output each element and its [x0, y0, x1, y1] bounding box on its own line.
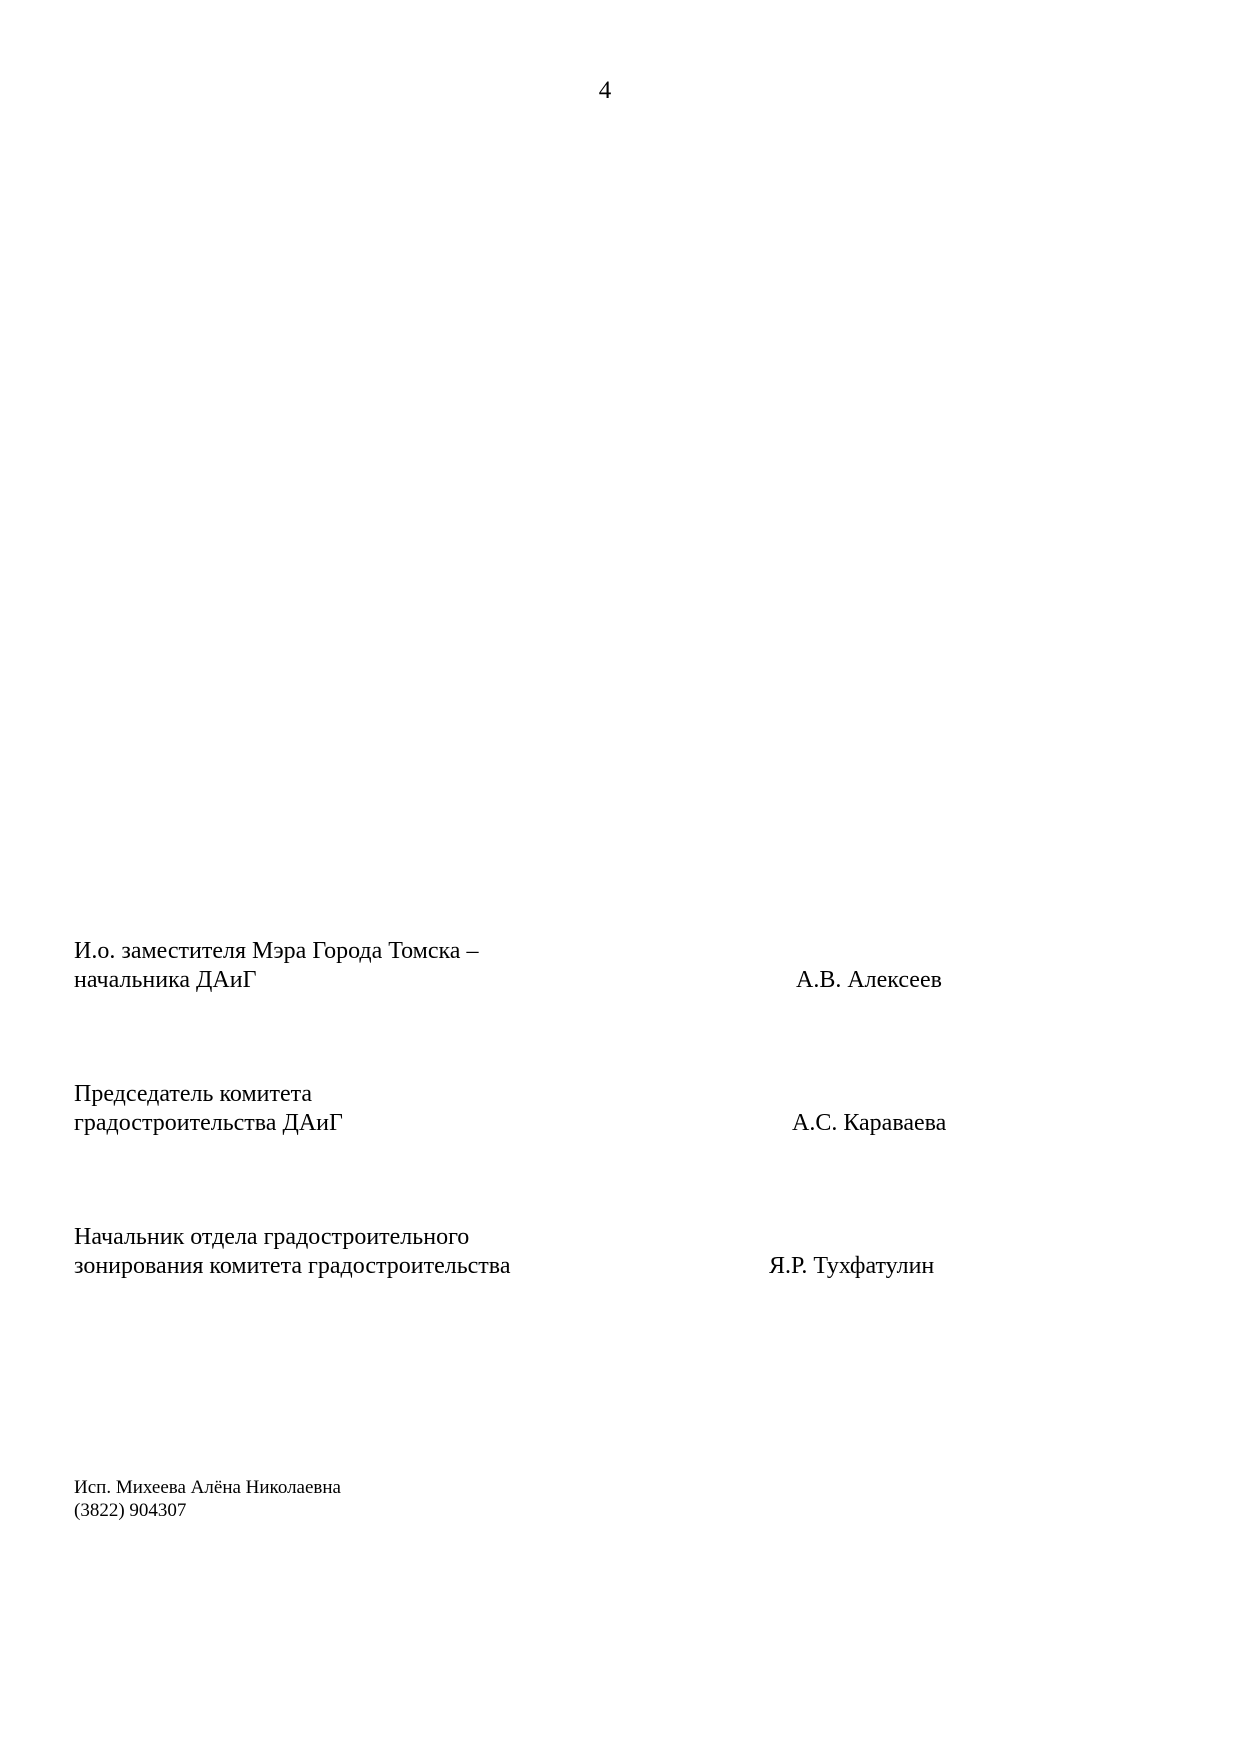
signer-position-line: начальника ДАиГ	[74, 967, 257, 993]
signer-position-line: градостроительства ДАиГ	[74, 1110, 343, 1136]
signature-block-deputy-mayor	[74, 937, 974, 999]
signer-position	[74, 937, 478, 995]
signer-name: А.В. Алексеев	[796, 967, 942, 993]
signer-position-line: И.о. заместителя Мэра Города Томска –	[74, 938, 479, 964]
signer-name: А.С. Караваева	[792, 1110, 947, 1136]
signature-block-department-head	[74, 1223, 974, 1285]
signature-block-committee-chair	[74, 1080, 974, 1142]
signer-position	[74, 1223, 510, 1281]
signer-position-line: зонирования комитета градостроительства	[74, 1253, 511, 1279]
executor-info	[74, 1476, 341, 1522]
page-number: 4	[598, 77, 612, 104]
signer-position-line: Председатель комитета	[74, 1081, 313, 1107]
executor-phone: (3822) 904307	[74, 1500, 187, 1521]
signer-position	[74, 1080, 343, 1138]
signer-name: Я.Р. Тухфатулин	[769, 1253, 935, 1279]
executor-name: Исп. Михеева Алёна Николаевна	[74, 1477, 341, 1498]
signer-position-line: Начальник отдела градостроительного	[74, 1224, 470, 1250]
